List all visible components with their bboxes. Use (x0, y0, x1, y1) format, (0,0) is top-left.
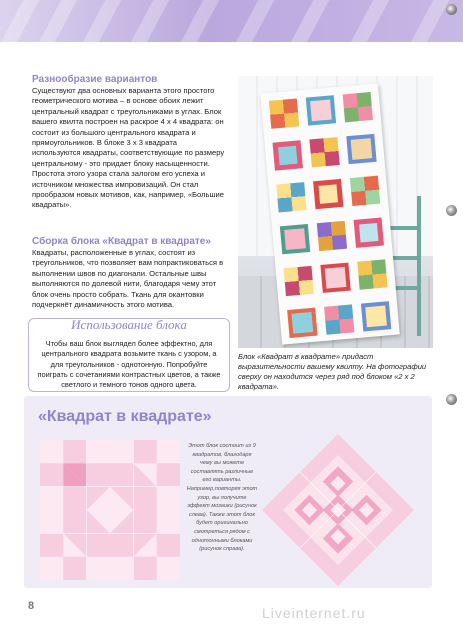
tip-box (28, 318, 230, 392)
section-text-variants: Существуют два основных варианта этого простого геометрического мотива – в основе обоих лежит центральный квадрат с треугольниками в углах. Блок вашего квилта построен на раскрое 4 х 4 квадрата: он состоит из большого центрального квадрата и прямоугольников. В блоке 3 х 3 квадрата используются квадраты, соответствующие по размеру центральному - это придает блоку насыщенности. Простота этого узора стала залогом его успеха и источником множества импровизаций. Он стал прообразом новых мотивов, как, например, «Большие квадраты». (32, 86, 225, 210)
tip-box-text: Чтобы ваш блок выглядел более эффектно, для центрального квадрата возьмите ткань с узором, а для треугольников - однотонную. Попробуйте поиграть с сочетаниями контрастных цветов, а также светлого и темного тонов одного цвета. (37, 339, 221, 390)
section-title-assembly: Сборка блока «Квадрат в квадрате» (32, 236, 211, 247)
block-diagram-panel (24, 396, 432, 588)
quilt-image (260, 83, 400, 344)
binder-hole-bottom (446, 394, 457, 405)
quilt-photo (238, 76, 433, 348)
on-point-block-diagram (262, 434, 414, 586)
binder-hole-top (446, 4, 457, 15)
mosaic-block-diagram (40, 440, 180, 580)
photo-caption: Блок «Квадрат в квадрате» придаст выразительности вашему квилту. На фотографии сверху он находится через ряд под блоком «2 х 2 квадрата». (238, 352, 427, 391)
panel-description: Этот блок состоит из 9 квадратов, благодаря чему вы можете составлять различные его варианты. Например,повторяя этот узор, вы получите эффект мозаики (рисунок слева). Также этот блок будет оригинально смотреться рядом с однотонными блоками (рисунок справа). (186, 443, 258, 553)
section-title-variants: Разнообразие вариантов (32, 74, 158, 85)
panel-title: «Квадрат в квадрате» (38, 408, 212, 425)
tip-box-title: Использование блока (71, 317, 187, 332)
section-text-assembly: Квадраты, расположенные в углах, состоят из треугольников, что позволяет вам попрактиковаться в выполнении швов по диагонали. Остальные швы выполняются по долевой нити, благодаря чему этот блок очень просто собрать. Ткань для окантовки подчеркнёт динамичность этого мотива. (32, 248, 224, 310)
watermark: Liveinternet.ru (262, 605, 366, 621)
binder-hole-middle (446, 205, 457, 216)
header-band (0, 0, 463, 42)
page-number: 8 (28, 600, 35, 612)
